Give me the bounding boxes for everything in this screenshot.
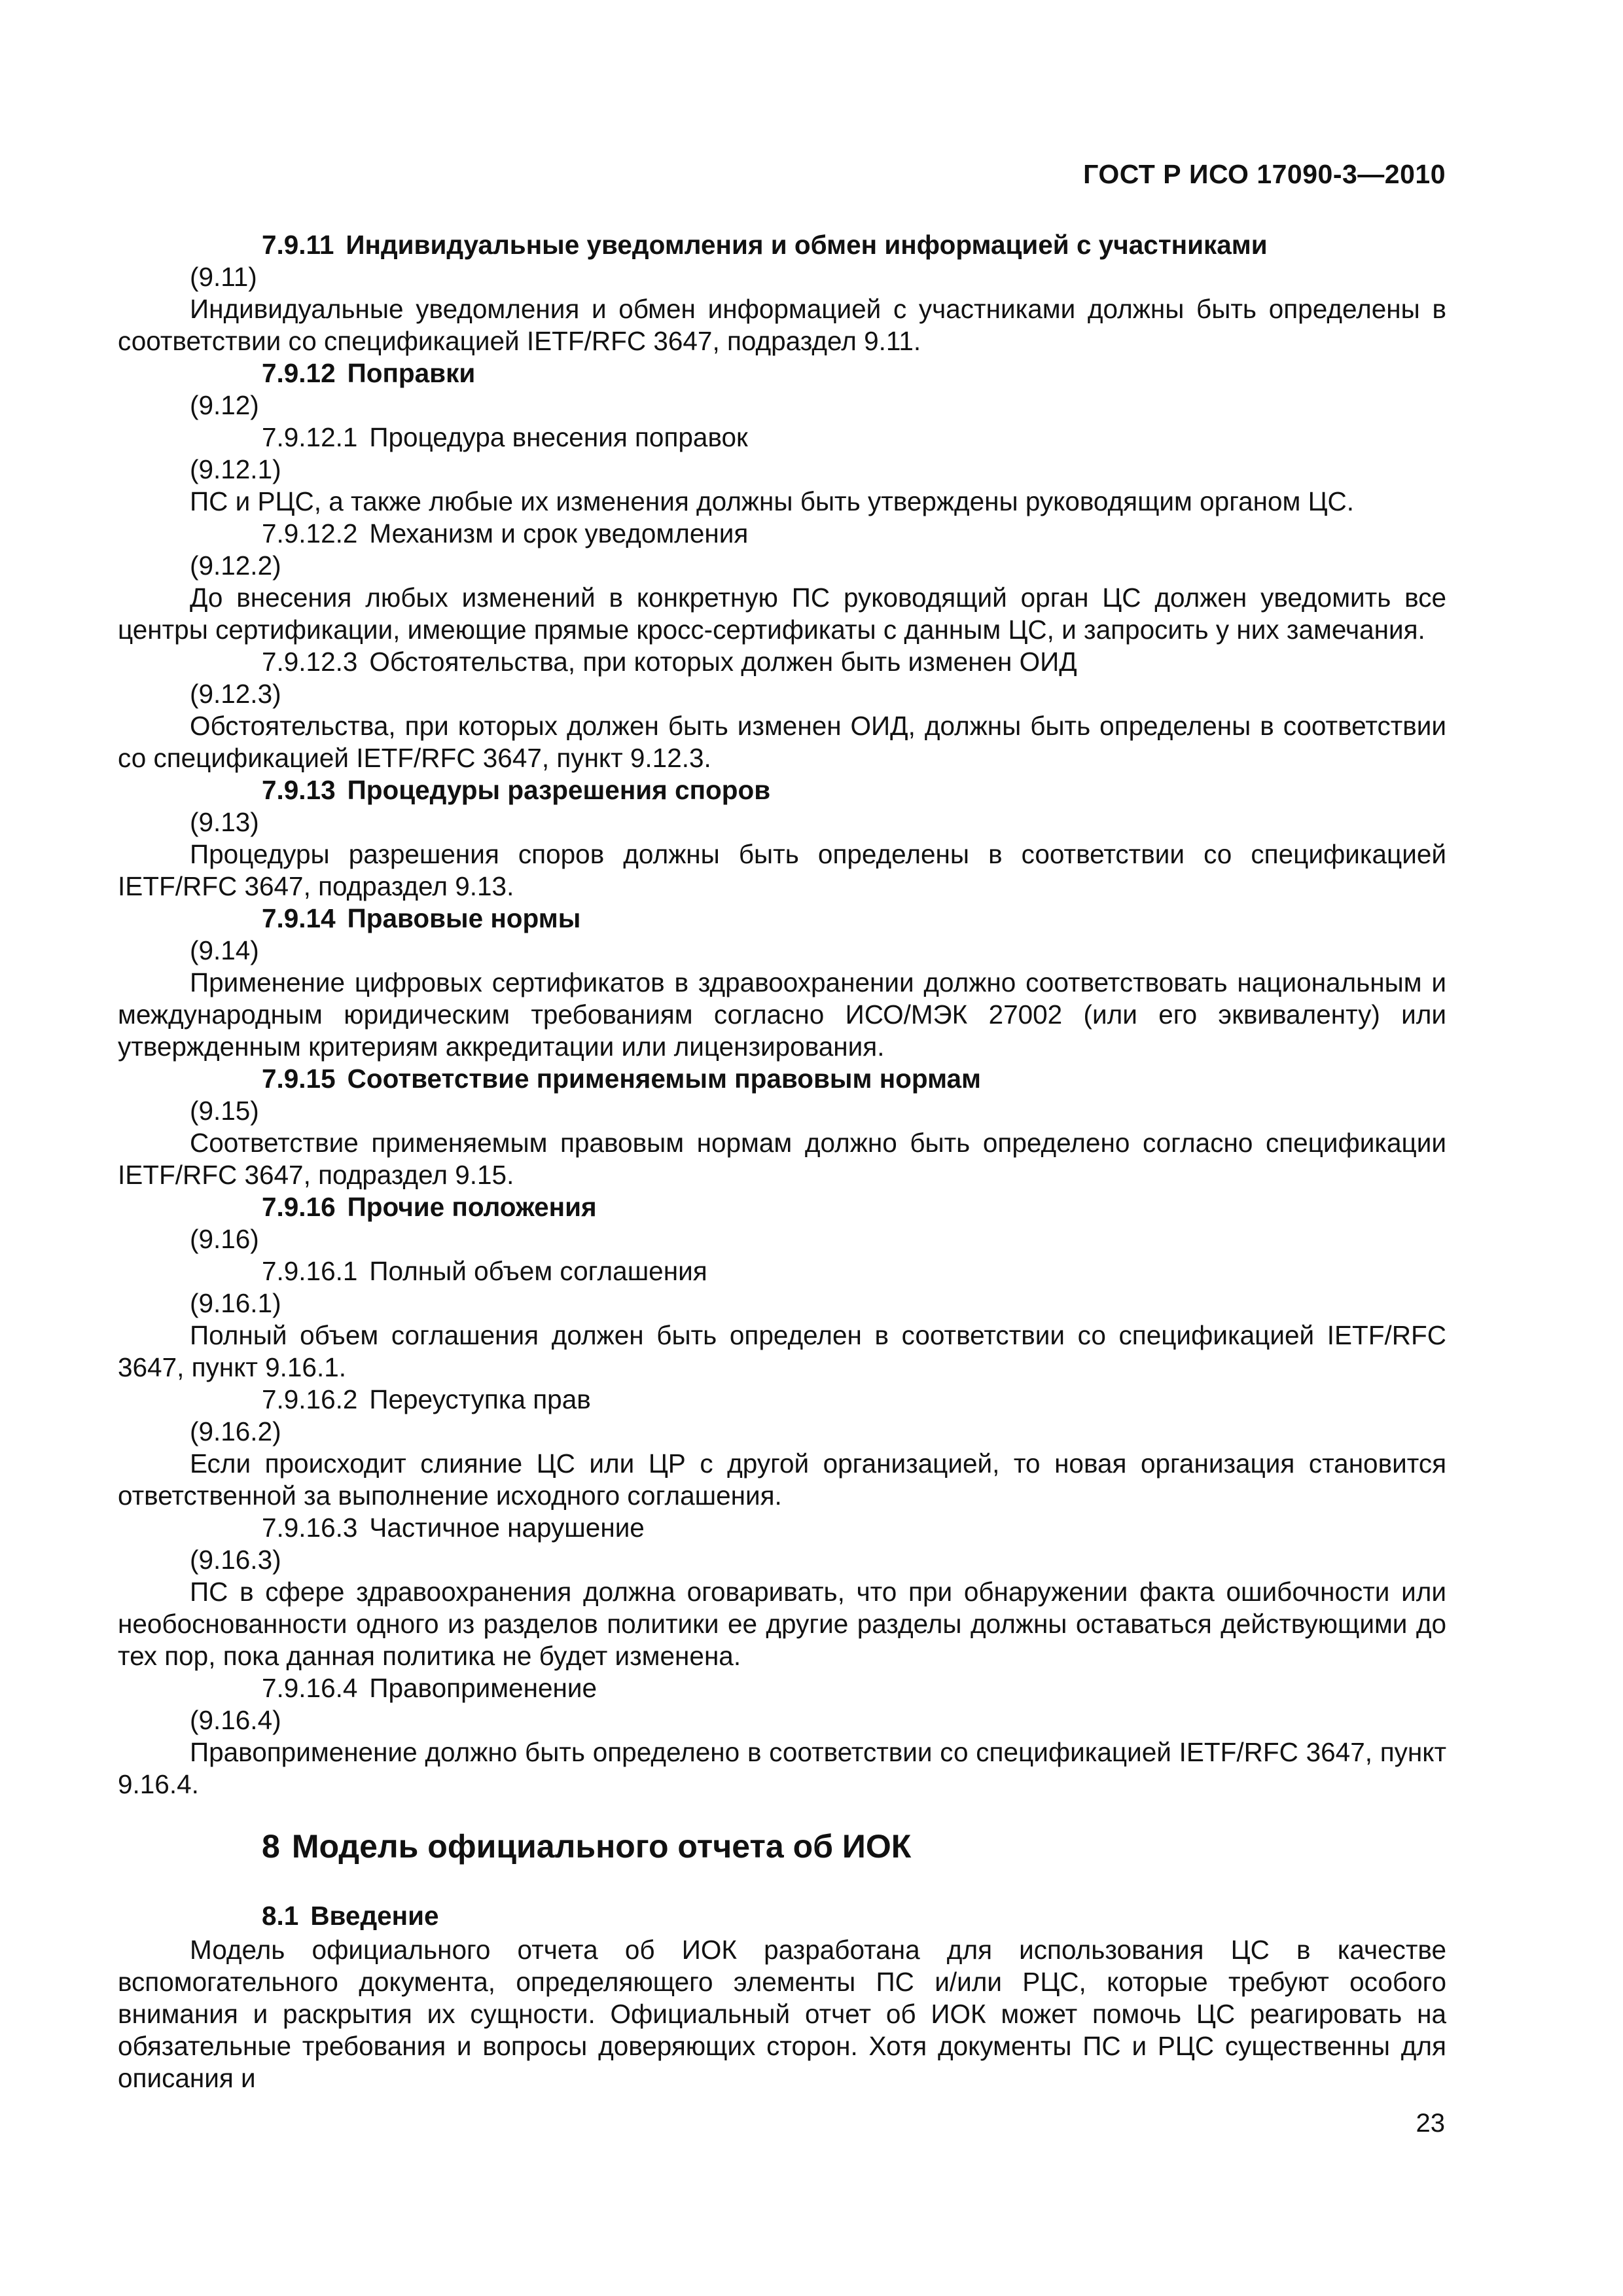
- paragraph: Правоприменение должно быть определено в соответствии со спецификацией IETF/RFC 3647, пункт 9.16.4.: [118, 1737, 1446, 1799]
- heading-number: 7.9.12.3: [262, 647, 358, 677]
- paragraph: Процедуры разрешения споров должны быть определены в соответствии со спецификацией IETF/RFC 3647, подраздел 9.13.: [118, 839, 1446, 901]
- page-number: 23: [1416, 2109, 1445, 2138]
- heading-title: Модель официального отчета об ИОК: [291, 1828, 912, 1865]
- paragraph: Обстоятельства, при которых должен быть изменен ОИД, должны быть определены в соответствии со спецификацией IETF/RFC 3647, пункт 9.12.3.: [118, 711, 1446, 773]
- paragraph: Индивидуальные уведомления и обмен информацией с участниками должны быть определены в соответствии со спецификацией IETF/RFC 3647, подраздел 9.11.: [118, 294, 1446, 356]
- section-heading: [118, 1827, 1446, 1866]
- heading-number: 7.9.16.2: [262, 1384, 358, 1414]
- paragraph: Модель официального отчета об ИОК разработана для использования ЦС в качестве вспомогательного документа, определяющего элементы ПС и/или РЦС, которые требуют особого внимания и раскрытия их сущности. Официальный отчет об ИОК может помочь ЦС реагировать на обязательные требования и вопросы доверяющих сторон. Хотя документы ПС и РЦС существенны для описания и: [118, 1935, 1446, 2093]
- heading-number: 7.9.14: [262, 903, 336, 933]
- heading-number: 8.1: [262, 1901, 299, 1931]
- source-reference: (9.16): [190, 1224, 259, 1254]
- heading-number: 7.9.16.4: [262, 1673, 358, 1703]
- standard-header: ГОСТ Р ИСО 17090-3—2010: [1083, 159, 1446, 189]
- paragraph: ПС в сфере здравоохранения должна оговаривать, что при обнаружении факта ошибочности или необоснованности одного из разделов политики ее другие разделы должны оставаться действующими до тех пор, пока данная политика не будет изменена.: [118, 1577, 1446, 1671]
- heading-number: 7.9.15: [262, 1064, 336, 1094]
- heading-title: Поправки: [347, 358, 476, 388]
- subsection-heading: [118, 518, 1446, 550]
- paragraph: До внесения любых изменений в конкретную ПС руководящий орган ЦС должен уведомить все центры сертификации, имеющие прямые кросс-сертификаты с данным ЦС, и запросить у них замечания.: [118, 583, 1446, 645]
- source-reference: (9.14): [190, 935, 259, 965]
- paragraph: Если происходит слияние ЦС или ЦР с другой организацией, то новая организация становится ответственной за выполнение исходного соглашения.: [118, 1448, 1446, 1511]
- clause-heading: [118, 774, 1446, 806]
- paragraph: Соответствие применяемым правовым нормам должно быть определено согласно спецификации IETF/RFC 3647, подраздел 9.15.: [118, 1128, 1446, 1190]
- subsection-heading: [118, 422, 1446, 454]
- source-reference: (9.12.2): [190, 550, 281, 581]
- heading-number: 7.9.11: [262, 230, 334, 260]
- heading-number: 7.9.12.1: [262, 422, 358, 452]
- heading-title: Переуступка прав: [369, 1384, 591, 1414]
- heading-number: 7.9.16.1: [262, 1256, 358, 1286]
- heading-number: 8: [262, 1828, 280, 1865]
- source-reference: (9.16.3): [190, 1545, 281, 1575]
- heading-title: Соответствие применяемым правовым нормам: [347, 1064, 982, 1094]
- heading-title: Процедуры разрешения споров: [347, 775, 771, 805]
- source-reference: (9.16.4): [190, 1705, 281, 1735]
- heading-number: 7.9.12.2: [262, 518, 358, 548]
- source-reference: (9.15): [190, 1096, 259, 1126]
- clause-heading: [118, 357, 1446, 389]
- heading-title: Правоприменение: [369, 1673, 597, 1703]
- source-reference: (9.13): [190, 807, 259, 837]
- heading-title: Процедура внесения поправок: [369, 422, 748, 452]
- paragraph: ПС и РЦС, а также любые их изменения должны быть утверждены руководящим органом ЦС.: [190, 486, 1355, 516]
- subsection-heading: [118, 1512, 1446, 1544]
- clause-heading: [118, 1191, 1446, 1223]
- subsection-heading: [118, 646, 1446, 678]
- heading-title: Прочие положения: [347, 1192, 597, 1222]
- heading-number: 7.9.12: [262, 358, 336, 388]
- source-reference: (9.12): [190, 390, 259, 420]
- heading-title: Индивидуальные уведомления и обмен информацией с участниками: [346, 230, 1268, 260]
- paragraph: Полный объем соглашения должен быть определен в соответствии со спецификацией IETF/RFC 3647, пункт 9.16.1.: [118, 1320, 1446, 1382]
- clause-heading: [118, 903, 1446, 935]
- source-reference: (9.12.1): [190, 454, 281, 484]
- subsection-heading: [118, 1255, 1446, 1287]
- heading-title: Механизм и срок уведомления: [369, 518, 749, 548]
- heading-title: Частичное нарушение: [369, 1513, 645, 1543]
- heading-title: Правовые нормы: [347, 903, 581, 933]
- heading-title: Обстоятельства, при которых должен быть изменен ОИД: [369, 647, 1077, 677]
- heading-title: Полный объем соглашения: [369, 1256, 707, 1286]
- paragraph: Применение цифровых сертификатов в здравоохранении должно соответствовать национальным и международным юридическим требованиям согласно ИСО/МЭК 27002 (или его эквиваленту) или утвержденным критериям аккредитации или лицензирования.: [118, 967, 1446, 1062]
- clause-heading: [118, 1900, 1446, 1932]
- clause-heading: [118, 1063, 1446, 1095]
- source-reference: (9.11): [190, 262, 257, 292]
- subsection-heading: [118, 1384, 1446, 1416]
- heading-number: 7.9.13: [262, 775, 336, 805]
- source-reference: (9.12.3): [190, 679, 281, 709]
- source-reference: (9.16.2): [190, 1416, 281, 1446]
- document-body: [118, 229, 1446, 2094]
- heading-number: 7.9.16.3: [262, 1513, 358, 1543]
- heading-title: Введение: [310, 1901, 439, 1931]
- subsection-heading: [118, 1672, 1446, 1704]
- heading-number: 7.9.16: [262, 1192, 336, 1222]
- source-reference: (9.16.1): [190, 1288, 281, 1318]
- clause-heading: [118, 229, 1446, 261]
